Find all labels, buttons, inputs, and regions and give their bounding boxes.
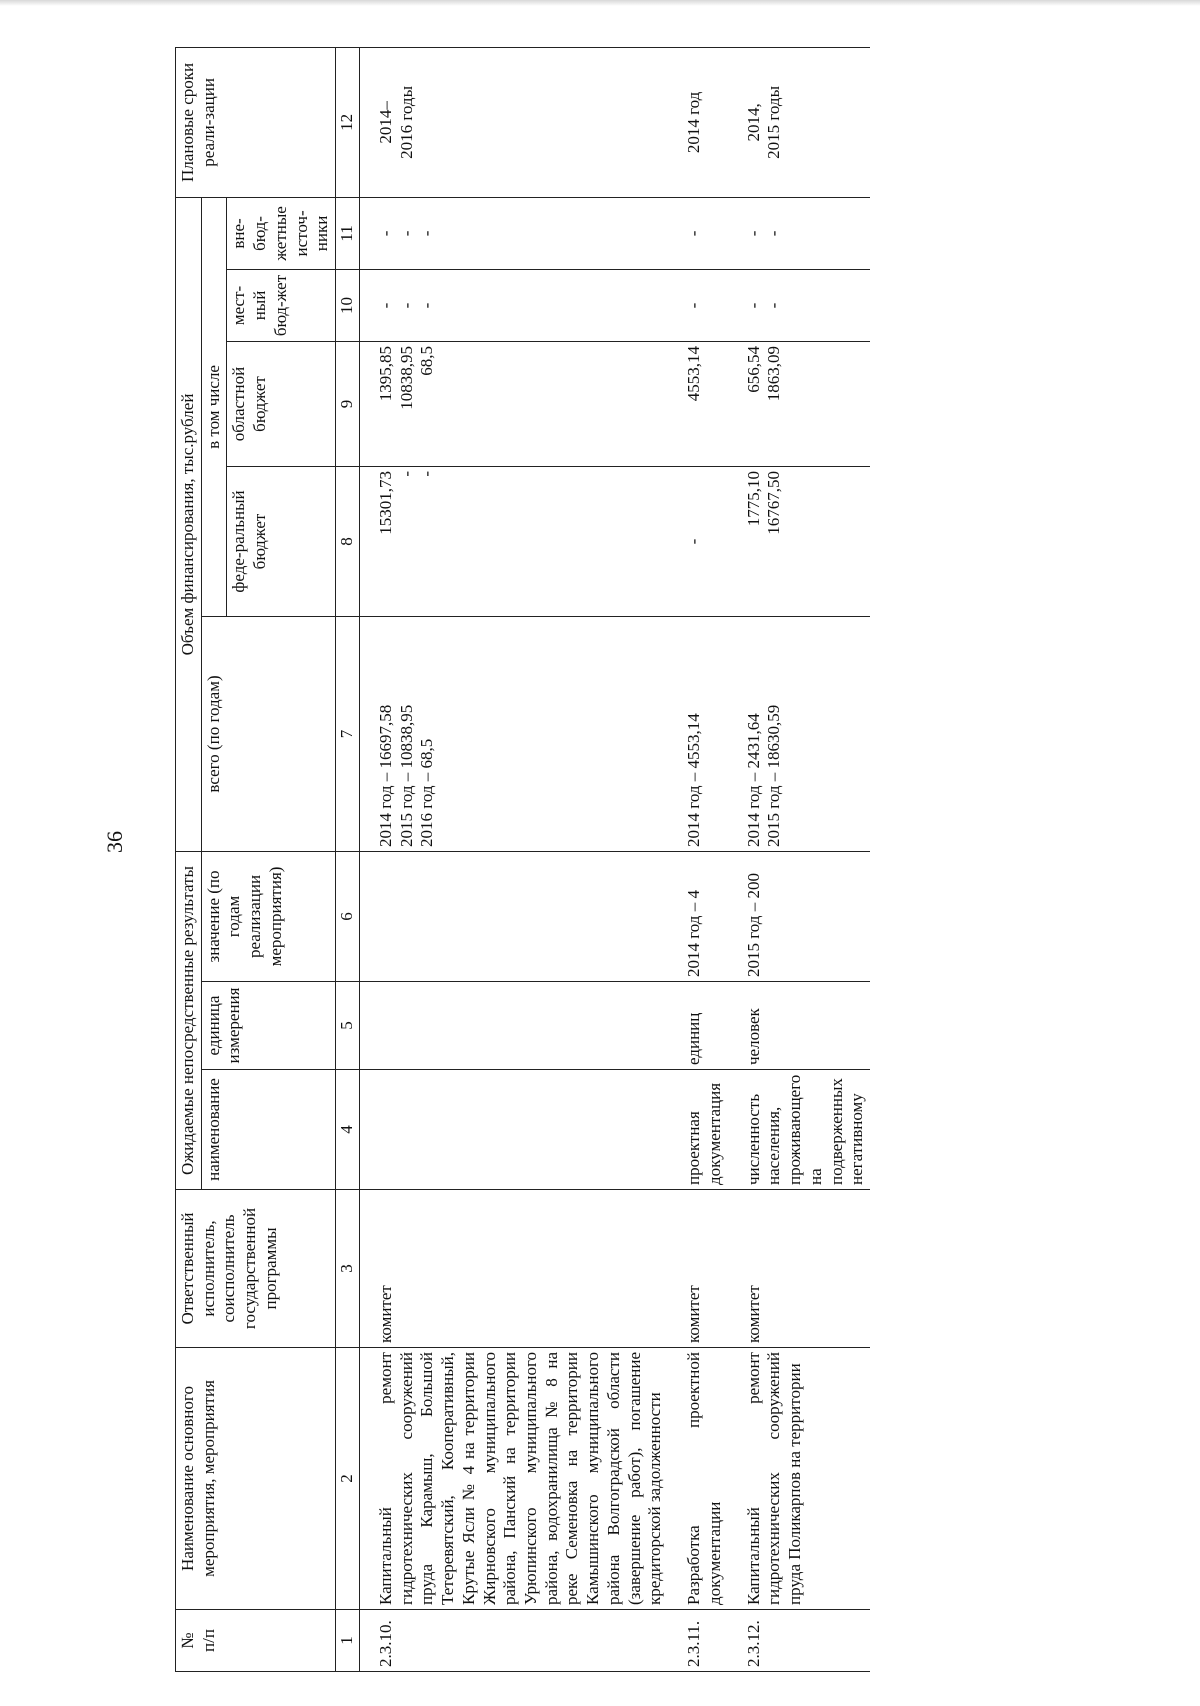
- page-number: 36: [102, 831, 127, 853]
- planned-terms: 2014 год: [668, 47, 727, 197]
- finance-total-line: 2016 год – 68,5: [417, 738, 437, 847]
- finance-value: -: [764, 302, 784, 309]
- responsible: комитет: [668, 1190, 727, 1348]
- header-responsible: Ответственный исполнитель, соисполнитель государственной программы: [176, 1190, 336, 1348]
- finance-regional: [668, 341, 727, 466]
- finance-extra: [359, 197, 668, 269]
- column-number: 3: [336, 1190, 360, 1348]
- measure-name: Капитальный ремонт гидротехнических сооружений пруда Поликарпов на территории: [728, 1348, 870, 1610]
- header-reg: областной бюджет: [227, 341, 336, 466]
- header-res-value: значение (по годам реализации мероприятия): [201, 851, 335, 981]
- finance-total-line: 2015 год – 10838,95: [396, 704, 416, 847]
- result-value: 2015 год – 200: [728, 851, 870, 981]
- finance-value: 4553,14: [684, 345, 704, 402]
- column-number: 7: [336, 616, 360, 851]
- finance-value: -: [764, 230, 784, 237]
- finance-value: -: [684, 230, 704, 237]
- rotated-page: [175, 48, 1045, 1672]
- finance-regional: [728, 341, 870, 466]
- finance-total: [668, 616, 727, 851]
- finance-value: 1775,10: [743, 470, 763, 527]
- row-number: 2.3.11.: [668, 1610, 727, 1672]
- finance-total-line: 2014 год – 2431,64: [743, 713, 763, 847]
- result-unit: [359, 982, 668, 1070]
- column-number: 12: [336, 47, 360, 197]
- finance-federal: [359, 466, 668, 616]
- header-including: в том числе: [201, 197, 227, 616]
- finance-value: 15301,73: [375, 470, 395, 535]
- result-name: [359, 1070, 668, 1190]
- responsible: комитет: [359, 1190, 668, 1348]
- column-number: 1: [336, 1610, 360, 1672]
- finance-value: 1863,09: [764, 345, 784, 402]
- finance-value: -: [396, 470, 416, 477]
- planned-terms: 2014, 2015 годы: [728, 47, 870, 197]
- finance-local: [728, 269, 870, 341]
- result-value: [359, 851, 668, 981]
- column-number: 10: [336, 269, 360, 341]
- finance-value: 16767,50: [764, 470, 784, 535]
- finance-total: [359, 616, 668, 851]
- header-res-unit: единица измерения: [201, 982, 335, 1070]
- finance-value: -: [417, 302, 437, 309]
- column-number: 9: [336, 341, 360, 466]
- finance-total-line: 2014 год – 16697,58: [375, 704, 395, 847]
- finance-total-line: 2015 год – 18630,59: [764, 704, 784, 847]
- result-name: численность населения, проживающего на подверженных негативному: [728, 1070, 870, 1190]
- finance-value: -: [743, 230, 763, 237]
- finance-value: -: [684, 302, 704, 309]
- header-fed: феде-ральный бюджет: [227, 466, 336, 616]
- finance-value: -: [375, 230, 395, 237]
- table-row: [359, 47, 668, 1671]
- column-number: 11: [336, 197, 360, 269]
- table-row: [668, 47, 727, 1671]
- finance-value: -: [396, 302, 416, 309]
- header-res-name: наименование: [201, 1070, 335, 1190]
- finance-total: [728, 616, 870, 851]
- finance-value: -: [684, 538, 704, 545]
- finance-regional: [359, 341, 668, 466]
- header-fin-total: всего (по годам): [201, 616, 335, 851]
- finance-value: -: [417, 230, 437, 237]
- result-value: 2014 год – 4: [668, 851, 727, 981]
- measure-name: Разработка проектной документации: [668, 1348, 727, 1610]
- planned-terms: 2014– 2016 годы: [359, 47, 668, 197]
- result-unit: человек: [728, 982, 870, 1070]
- column-number: 8: [336, 466, 360, 616]
- column-number: 6: [336, 851, 360, 981]
- column-number-row: [336, 47, 360, 1671]
- column-number: 2: [336, 1348, 360, 1610]
- result-name: проектная документация: [668, 1070, 727, 1190]
- finance-value: 68,5: [417, 345, 437, 376]
- finance-value: 10838,95: [396, 345, 416, 410]
- header-name: Наименование основного мероприятия, мероприятия: [176, 1348, 336, 1610]
- header-results-group: Ожидаемые непосредственные результаты: [176, 851, 202, 1189]
- finance-local: [359, 269, 668, 341]
- header-terms: Плановые сроки реали-зации: [176, 47, 336, 197]
- header-local: мест-ный бюд-жет: [227, 269, 336, 341]
- column-number: 5: [336, 982, 360, 1070]
- responsible: комитет: [728, 1190, 870, 1348]
- finance-value: -: [743, 302, 763, 309]
- header-extra: вне-бюд-жетные источ-ники: [227, 197, 336, 269]
- program-table: [175, 47, 870, 1672]
- measure-name: Капитальный ремонт гидротехнических сооружений пруда Карамыш, Большой Тетеревятский, Кооперативный, Крутые Ясли № 4 на территории Жирновского муниципального района, Панский на территории Урюпинского муниципального района, водохранилища № 8 на реке Семеновка на территории Камышинского муниципального района Волгоградской области (завершение работ), погашение кредиторской задолженности: [359, 1348, 668, 1610]
- header-finance-group: Объем финансирования, тыс.рублей: [176, 197, 202, 851]
- finance-extra: [668, 197, 727, 269]
- row-number: 2.3.10.: [359, 1610, 668, 1672]
- finance-federal: [668, 466, 727, 616]
- row-number: 2.3.12.: [728, 1610, 870, 1672]
- result-unit: единиц: [668, 982, 727, 1070]
- finance-federal: [728, 466, 870, 616]
- finance-local: [668, 269, 727, 341]
- scan-edge: [0, 0, 1200, 6]
- finance-value: -: [396, 230, 416, 237]
- finance-value: 1395,85: [375, 345, 395, 402]
- finance-total-line: 2014 год – 4553,14: [684, 713, 704, 847]
- finance-value: 656,54: [743, 345, 763, 393]
- header-num: № п/п: [176, 1610, 336, 1672]
- finance-value: -: [417, 470, 437, 477]
- finance-value: -: [375, 302, 395, 309]
- finance-extra: [728, 197, 870, 269]
- table-row: [728, 47, 870, 1671]
- column-number: 4: [336, 1070, 360, 1190]
